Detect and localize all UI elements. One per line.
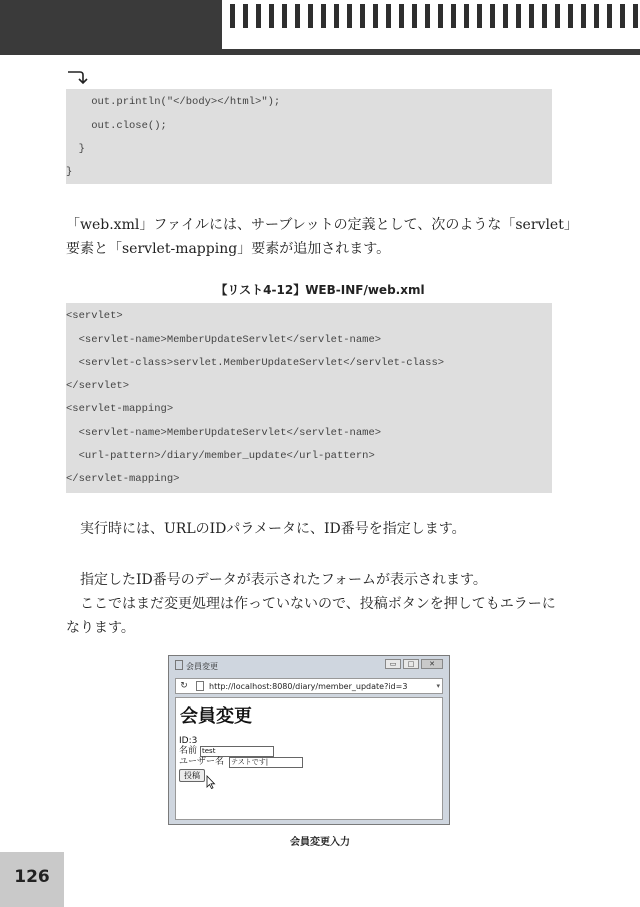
code-line: <servlet-class>servlet.MemberUpdateServlet</servlet-class> [66, 357, 445, 369]
header-stripes [230, 4, 640, 28]
paragraph-3-line-3: なります。 [66, 620, 135, 636]
code-line: } [66, 166, 73, 178]
figure-caption: 会員変更入力 [290, 837, 350, 848]
page-icon [175, 660, 183, 670]
paragraph-1 [66, 213, 578, 261]
submit-button[interactable]: 投稿 [179, 769, 205, 782]
browser-title [175, 660, 218, 672]
code-line: <url-pattern>/diary/member_update</url-pattern> [66, 450, 375, 462]
username-label: ユーザー名 [179, 757, 225, 767]
code-block-top [66, 89, 552, 184]
header-dark-block [0, 0, 222, 55]
code-line: <servlet> [66, 310, 123, 322]
page-heading: 会員変更 [180, 706, 252, 727]
paragraph-3-line-2: ここではまだ変更処理は作っていないので、投稿ボタンを押してもエラーに [80, 596, 556, 612]
paragraph-1-line-1: 「web.xml」ファイルには、サーブレットの定義として、次のような「servlet」 [66, 217, 578, 233]
code-line: out.close(); [66, 120, 167, 132]
name-label: 名前 [179, 746, 198, 756]
code-line: <servlet-name>MemberUpdateServlet</servlet-name> [66, 334, 382, 346]
code-line: } [66, 143, 85, 155]
browser-window [168, 655, 450, 825]
close-button[interactable]: ✕ [421, 659, 443, 669]
paragraph-1-line-2: 要素と「servlet-mapping」要素が追加されます。 [66, 241, 391, 257]
page-icon [196, 681, 204, 691]
id-line: ID:3 [179, 736, 198, 746]
url-text[interactable]: http://localhost:8080/diary/member_update?id=3 [209, 682, 408, 691]
continuation-arrow-icon [66, 68, 88, 86]
code-line: <servlet-name>MemberUpdateServlet</servlet-name> [66, 427, 382, 439]
paragraph-3-line-1: 指定したID番号のデータが表示されたフォームが表示されます。 [80, 572, 487, 588]
code-line: out.println("</body></html>"); [66, 96, 281, 108]
code-block-listing [66, 303, 552, 493]
browser-title-text: 会員変更 [186, 662, 218, 671]
username-input[interactable]: テストです| [229, 757, 303, 768]
listing-caption: 【リスト4-12】WEB-INF/web.xml [215, 283, 425, 297]
mouse-cursor-icon [206, 775, 216, 789]
chevron-down-icon[interactable]: ▾ [436, 682, 440, 690]
paragraph-2 [66, 517, 554, 541]
code-line: </servlet-mapping> [66, 473, 180, 485]
window-controls [385, 659, 443, 669]
browser-viewport [175, 697, 443, 820]
paragraph-3 [66, 568, 554, 640]
address-bar[interactable] [175, 678, 443, 694]
code-line: <servlet-mapping> [66, 403, 174, 415]
header-rule [222, 49, 640, 55]
paragraph-2-text: 実行時には、URLのIDパラメータに、ID番号を指定します。 [80, 521, 466, 537]
maximize-button[interactable]: □ [403, 659, 419, 669]
minimize-button[interactable]: ▭ [385, 659, 401, 669]
reload-icon[interactable]: ↻ [180, 681, 188, 691]
page-number: 126 [0, 852, 64, 907]
name-input[interactable]: test [200, 746, 274, 757]
code-line: </servlet> [66, 380, 130, 392]
